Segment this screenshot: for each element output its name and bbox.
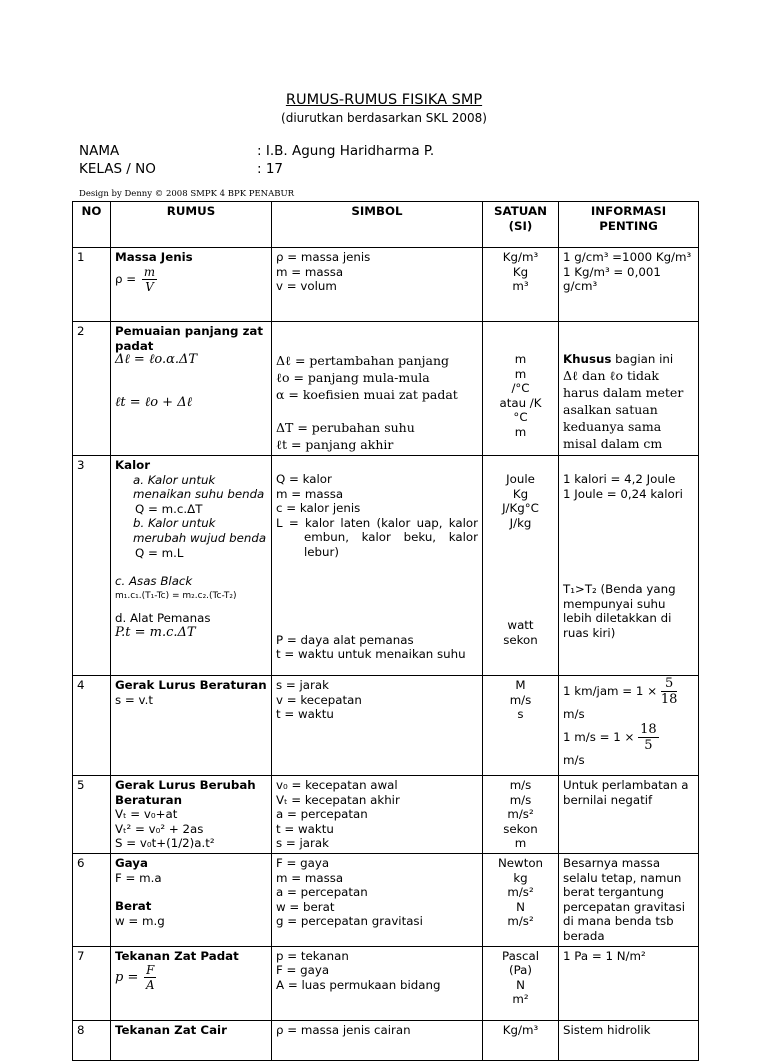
design-credit: Design by Denny © 2008 SMPK 4 BPK PENABUR [79,189,295,199]
table-header-row [73,202,699,248]
header-simbol: SIMBOL [272,202,483,248]
symbol-line: g = percepatan gravitasi [276,914,423,929]
formula: w = m.g [115,913,165,928]
info-line: 1 Pa = 1 N/m² [563,948,646,963]
info-line: 1 Joule = 0,24 kalori [563,486,683,501]
info-emphasis: Khusus [563,352,612,366]
symbol-line: Vₜ = kecepatan akhir [276,792,400,807]
unit-line: watt [507,618,534,633]
formula: Q = m.c.ΔT [135,501,203,516]
satuan-cell [483,248,559,322]
nama-label: NAMA [79,143,120,159]
symbol-line: t = waktu [276,707,334,722]
topic-title: Kalor [115,458,151,472]
unit-line: m [514,424,527,439]
table-row [73,853,699,946]
denominator: 18 [660,692,678,707]
symbol-line: ρ = massa jenis cairan [276,1022,411,1037]
header-satuan: SATUAN (SI) [483,202,559,248]
info-line: 1 Kg/m³ = 0,001 g/cm³ [563,264,661,294]
topic-title: Tekanan Zat Padat [115,948,239,963]
formula: P.t = m.c.ΔT [115,624,196,640]
satuan-cell [483,1020,559,1060]
symbol-line: m = massa [276,486,344,501]
unit-line: atau /K [499,395,542,410]
symbol-line: P = daya alat pemanas [276,632,414,647]
simbol-cell [272,456,483,676]
sub-label: a. Kalor untuk menaikan suhu benda [133,472,265,502]
sub-label: b. Kalor untuk merubah wujud benda [133,516,267,545]
simbol-cell [272,946,483,1020]
info-line: Untuk perlambatan a bernilai negatif [563,778,689,807]
formula: Vₜ = v₀+at [115,807,178,822]
unit-line: N [516,977,525,992]
row-number: 5 [73,776,111,854]
unit-line: Kg/m³ [502,250,539,264]
info-line [563,676,694,707]
symbol-line: ℓt = panjang akhir [276,437,394,452]
unit-line: Newton [497,855,544,870]
header-no: NO [73,202,111,248]
simbol-cell [272,248,483,322]
numerator: 5 [661,676,678,692]
formula: S = v₀t+(1/2)a.t² [115,836,215,851]
formula: m₁.c₁.(T₁-Tc) = m₂.c₂.(Tc-T₂) [115,590,237,601]
unit-line: sekon [503,821,538,836]
unit-line: N [516,899,525,914]
satuan-cell [483,676,559,776]
rumus-cell [111,776,272,854]
symbol-line: s = jarak [276,678,329,692]
symbol-line: L = kalor laten (kalor uap, kalor embun, kalor beku, kalor lebur) [276,515,478,559]
unit-line: J/Kg°C [502,501,539,516]
info-line: T₁>T₂ (Benda yang mempunyai suhu lebih diletakkan di ruas kiri) [563,582,676,640]
symbol-line: v₀ = kecepatan awal [276,778,398,792]
row-number: 4 [73,676,111,776]
sub-label: c. Asas Black [115,574,193,589]
rumus-cell [111,1020,272,1060]
info-cell [559,322,699,456]
row-number: 7 [73,946,111,1020]
numerator: m [143,264,156,279]
satuan-cell [483,946,559,1020]
symbol-line: t = waktu [276,821,334,836]
info-text: 1 m/s = 1 × [563,729,635,744]
row-number: 2 [73,322,111,456]
table-row [73,248,699,322]
info-text: bagian ini [611,352,674,366]
symbol-line: p = tekanan [276,948,349,963]
symbol-line: m = massa [276,870,344,885]
symbol-line: ℓo = panjang mula-mula [276,370,430,385]
info-line: Sistem hidrolik [563,1022,651,1037]
topic-title: Pemuaian panjang zat padat [115,324,264,353]
header-rumus: RUMUS [111,202,272,248]
unit-line: m [514,366,527,381]
table-row [73,946,699,1020]
fraction [638,722,659,753]
unit-line: m [514,836,527,851]
symbol-line: s = jarak [276,836,329,851]
denominator: A [145,978,155,993]
unit-line: Kg/m³ [502,1022,539,1037]
unit-line: m [514,352,527,366]
fraction [142,265,157,294]
table-row [73,456,699,676]
symbol-line: F = gaya [276,855,330,870]
info-line: m/s [563,707,585,721]
rumus-cell [111,676,272,776]
unit-line: m/s² [507,885,534,900]
info-cell [559,776,699,854]
unit-line: m² [512,992,529,1007]
formula-lhs: ρ = [115,271,137,286]
satuan-cell [483,776,559,854]
table-row [73,322,699,456]
unit-line: J/kg [509,515,532,530]
unit-line: m/s² [507,914,534,929]
info-line [563,352,694,367]
denominator: 5 [644,737,653,753]
denominator: V [145,279,154,294]
formula: Vₜ² = v₀² + 2as [115,821,204,836]
info-line: asalkan satuan [563,401,658,417]
info-cell [559,1020,699,1060]
row-number: 3 [73,456,111,676]
simbol-cell [272,853,483,946]
formula [115,265,267,294]
simbol-cell [272,776,483,854]
info-text: 1 km/jam = 1 × [563,684,658,698]
symbol-line: m = massa [276,264,344,279]
rumus-cell [111,456,272,676]
table-row [73,1020,699,1060]
info-cell [559,853,699,946]
sub-label: d. Alat Pemanas [115,611,211,626]
formula-table [72,201,699,1061]
rumus-cell [111,946,272,1020]
row-number: 1 [73,248,111,322]
topic-title: Gerak Lurus Beraturan [115,678,267,692]
unit-line: m/s [509,692,532,707]
satuan-cell [483,322,559,456]
rumus-cell [111,322,272,456]
unit-line: kg [513,870,528,885]
fraction [144,963,156,992]
unit-line: /°C [511,381,530,396]
formula: ℓt = ℓo + Δℓ [115,394,192,410]
symbol-line: α = koefisien muai zat padat [276,387,458,402]
satuan-cell [483,456,559,676]
page-subtitle: (diurutkan berdasarkan SKL 2008) [281,111,487,125]
formula [115,963,267,992]
info-cell [559,946,699,1020]
numerator: 18 [640,721,657,737]
topic-title: Massa Jenis [115,250,193,264]
symbol-line: w = berat [276,899,335,914]
formula: Q = m.L [135,545,184,560]
info-line: Besarnya massa selalu tetap, namun berat tergantung percepatan gravitasi di mana benda tsb berada [563,855,685,943]
nama-value: : I.B. Agung Haridharma P. [257,143,435,159]
unit-line: M [515,678,526,692]
unit-line: Joule [506,472,535,486]
info-cell [559,248,699,322]
info-cell [559,676,699,776]
info-cell [559,456,699,676]
rumus-cell [111,853,272,946]
info-line: misal dalam cm [563,435,663,451]
page-title: RUMUS-RUMUS FISIKA SMP [285,92,483,108]
symbol-line: c = kalor jenis [276,501,361,516]
info-line: m/s [563,752,585,767]
unit-line: °C [513,410,528,425]
simbol-cell [272,676,483,776]
fraction [661,676,678,707]
formula: s = v.t [115,692,153,707]
symbol-line: F = gaya [276,963,330,978]
kelas-label: KELAS / NO [79,161,156,177]
symbol-line: ρ = massa jenis [276,250,371,264]
topic-title: Berat [115,899,152,914]
unit-line: sekon [503,632,538,647]
formula: F = m.a [115,870,162,885]
symbol-line: ΔT = perubahan suhu [276,420,415,435]
topic-title: Tekanan Zat Cair [115,1022,227,1037]
symbol-line: a = percepatan [276,807,368,822]
unit-line: s [517,707,524,722]
topic-title: Gerak Lurus Berubah Beraturan [115,778,256,807]
symbol-line: Δℓ = pertambahan panjang [276,353,450,368]
symbol-line: t = waktu untuk menaikan suhu [276,647,466,662]
symbol-line: v = kecepatan [276,692,362,707]
unit-line: (Pa) [508,963,533,978]
symbol-line: v = volum [276,279,337,294]
unit-line: m/s² [507,807,534,822]
unit-line: Kg [512,486,529,501]
info-line: harus dalam meter [563,384,684,400]
kelas-value: : 17 [257,161,284,177]
simbol-cell [272,1020,483,1060]
info-line [563,722,694,753]
formula-lhs: p = [115,970,139,986]
symbol-line: Q = kalor [276,472,332,486]
unit-line: m/s [509,778,532,792]
header-info: INFORMASI PENTING [559,202,699,248]
unit-line: m³ [512,279,529,294]
info-line: 1 g/cm³ =1000 Kg/m³ [563,250,692,264]
unit-line: m/s [509,792,532,807]
row-number: 8 [73,1020,111,1060]
table-row [73,676,699,776]
topic-title: Gaya [115,855,148,870]
info-line: 1 kalori = 4,2 Joule [563,472,676,486]
numerator: F [146,963,155,978]
formula: Δℓ = ℓo.α.ΔT [115,352,198,368]
info-line: Δℓ dan ℓo tidak [563,367,660,383]
unit-line: Kg [512,264,529,279]
table-row [73,776,699,854]
symbol-line: a = percepatan [276,885,368,900]
symbol-line: A = luas permukaan bidang [276,977,441,992]
info-line: keduanya sama [563,418,662,434]
rumus-cell [111,248,272,322]
simbol-cell [272,322,483,456]
row-number: 6 [73,853,111,946]
satuan-cell [483,853,559,946]
unit-line: Pascal [502,948,539,963]
